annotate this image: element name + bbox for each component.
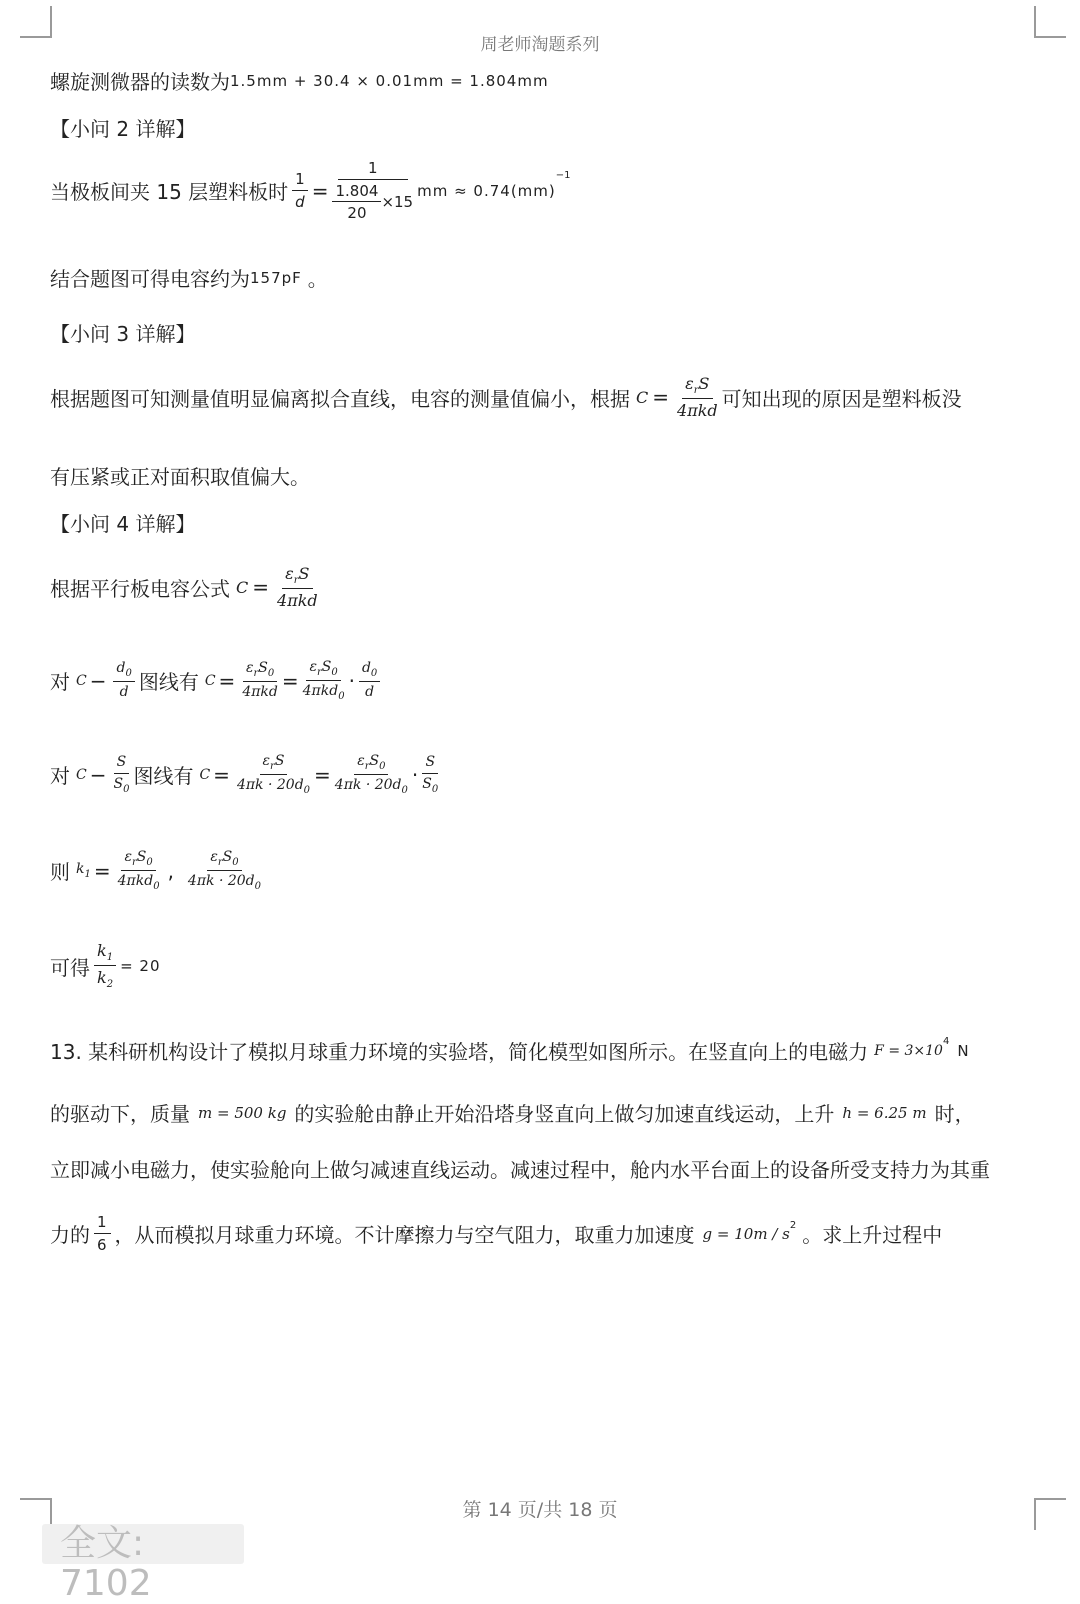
capacitance-formula: $\frac{\varepsilon_rS}{\text{4πkd}}$	[677, 374, 718, 421]
page-footer: 第 14 页/共 18 页	[462, 1499, 618, 1521]
c-vs-s-line: 对 C − $\frac{S}{S_0}$ 图线有 C = $\frac{\varepsilon_rS}{4\pi k \cdot 20d_0}$ = $\frac{\varepsilon_rS_0}{4\pi k \cdot 20d_0}$ · $\frac{S}{S_0}$	[50, 753, 439, 796]
reciprocal-d-line: 当极板间夹 15 层塑料板时 $\frac{1}{d}$ = 1 $\frac{1.804}{20}$ ×15 mm ≈ 0.74(mm) −1	[50, 159, 571, 222]
deviation-reason-line-2: 有压紧或正对面积取值偏大。	[50, 465, 310, 489]
micrometer-reading-line: 螺旋测微器的读数为 1.5mm + 30.4 × 0.01mm = 1.804mm	[50, 70, 549, 94]
capacitance-result-line: 结合题图可得电容约为 157pF 。	[50, 267, 328, 291]
c-vs-d-line: 对 C − $\frac{d_0}{d}$ 图线有 C = $\frac{\varepsilon_rS_0}{\text{4πkd}}$ = $\frac{\varepsilon_rS_0}{4\pi kd_0}$ · $\frac{d_0}{d}$	[50, 660, 384, 702]
section-heading-4: 【小问 4 详解】	[50, 512, 196, 536]
question-13-line-1: 13. 某科研机构设计了模拟月球重力环境的实验塔，简化模型如图所示。在竖直向上的电磁力 F = 3×10 $^4$ N	[50, 1036, 970, 1064]
ratio-result-line: 可得 $\frac{k_1}{k_2}$ = 20	[50, 941, 161, 991]
word-count-badge: 全文: 7102	[42, 1524, 244, 1564]
section-heading-2: 【小问 2 详解】	[50, 117, 196, 141]
fraction-1-over-d: $\frac{1}{d}$	[292, 171, 308, 210]
fraction-1-over-thickness: 1 $\frac{1.804}{20}$ ×15	[332, 160, 413, 222]
page-header: 周老师淘题系列	[480, 35, 600, 55]
section-heading-3: 【小问 3 详解】	[50, 322, 196, 346]
slope-k-line: 则 $k_1$ = $\frac{\varepsilon_rS_0}{4\pi kd_0}$ , $\frac{\varepsilon_rS_0}{4\pi k \cdot 20d_0}$	[50, 849, 262, 892]
question-13-line-3: 立即减小电磁力，使实验舱向上做匀减速直线运动。减速过程中，舱内水平台面上的设备所受支持力为其重	[50, 1158, 990, 1182]
parallel-plate-formula-line: 根据平行板电容公式 C = $\frac{\varepsilon_rS}{\text{4πkd}}$	[50, 564, 318, 611]
question-13-line-2: 的驱动下，质量 m = 500 kg 的实验舱由静止开始沿塔身竖直向上做匀加速直线运动，上升 h = 6.25 m 时，	[50, 1102, 975, 1126]
deviation-reason-line: 根据题图可知测量值明显偏离拟合直线，电容的测量值偏小，根据 C = $\frac{\varepsilon_rS}{\text{4πkd}}$ 可知出现的原因是塑料板没	[50, 374, 962, 421]
question-13-line-4: 力的 $\frac{1}{6}$ ，从而模拟月球重力环境。不计摩擦力与空气阻力，取重力加速度 g = 10m / s $^2$ 。求上升过程中	[50, 1213, 943, 1254]
